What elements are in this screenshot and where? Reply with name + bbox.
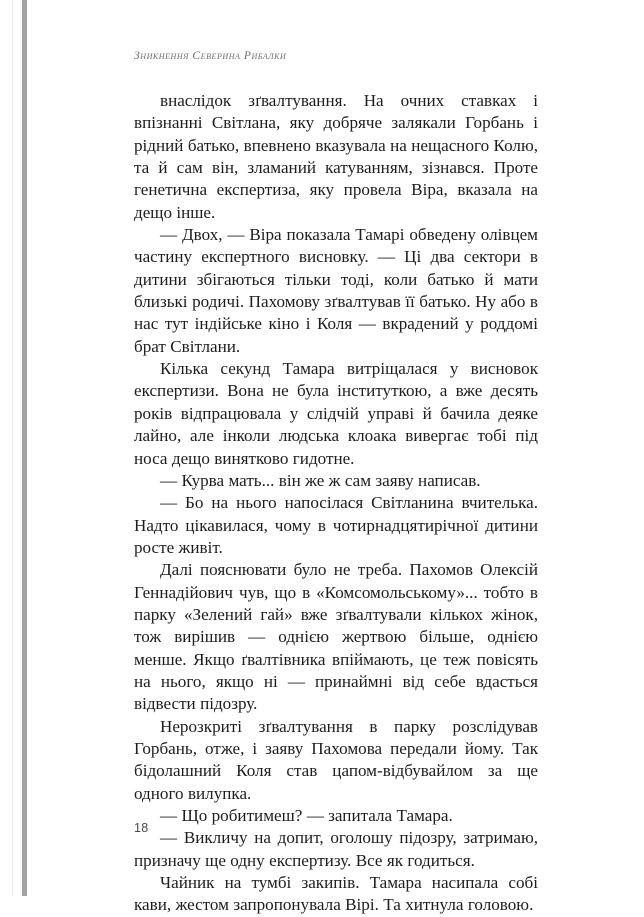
paragraph: Нерозкриті зґвалтування в парку розслідував Горбань, отже, і заяву Пахомова передали йому. Так бідолашний Коля став цапом-відбувайлом за ще одного вилупка. [134, 716, 538, 803]
page-spine-shadow [22, 0, 27, 896]
body-text-column [134, 90, 538, 917]
paragraph: — Бо на нього напосілася Світланина вчителька. Надто цікавилася, чому в чотирнадцятирічної дитини росте живіт. [134, 493, 538, 557]
paragraph: Чайник на тумбі закипів. Тамара насипала собі кави, жестом запропонувала Вірі. Та хитнула головою. [134, 873, 538, 915]
page-edge-hairline [12, 0, 13, 896]
paragraph: Кілька секунд Тамара витріщалася у висновок експертизи. Вона не була інституткою, а вже десять років відпрацювала у слідчій управі й бачила деяке лайно, але інколи людська клоака вивергає тобі під носа дещо винятково гидотне. [134, 359, 538, 468]
paragraph: — Що робитимеш? — запитала Тамара. [160, 806, 453, 825]
paragraph: — Викличу на допит, оголошу підозру, затримаю, призначу ще одну експертизу. Все як годиться. [134, 828, 538, 870]
paragraph: Далі пояснювати було не треба. Пахомов Олексій Геннадійович чув, що в «Комсомольському»... тобто в парку «Зелений гай» вже зґвалтували кількох жінок, тож вирішив — однією жертвою більше, однією менше. Якщо ґвалтівника впіймають, це теж повісять на нього, якщо ні — принаймні від себе вдасться відвести підозру. [134, 560, 538, 714]
paragraph: — Курва мать... він же ж сам заяву написав. [160, 470, 481, 490]
paragraph: внаслідок зґвалтування. На очних ставках і впізнанні Світлана, яку добряче залякали Горбань і рідний батько, впевнено вказувала на нещасного Колю, та й сам він, зламаний катуванням, зізнався. Проте генетична експертиза, яку провела Віра, вказала на дещо інше. [134, 91, 538, 222]
paragraph: — Двох, — Віра показала Тамарі обведену олівцем частину експертного висновку. — Ці два сектори в дитини збігаються тільки тоді, коли батько й мати близькі родичі. Пахомову зґвалтував її батько. Ну або в нас тут індійське кіно і Коля — вкрадений у роддомі брат Світлани. [134, 225, 538, 356]
running-head: Зникнення Северина Рибалки [134, 50, 287, 62]
page-number: 18 [134, 821, 149, 835]
